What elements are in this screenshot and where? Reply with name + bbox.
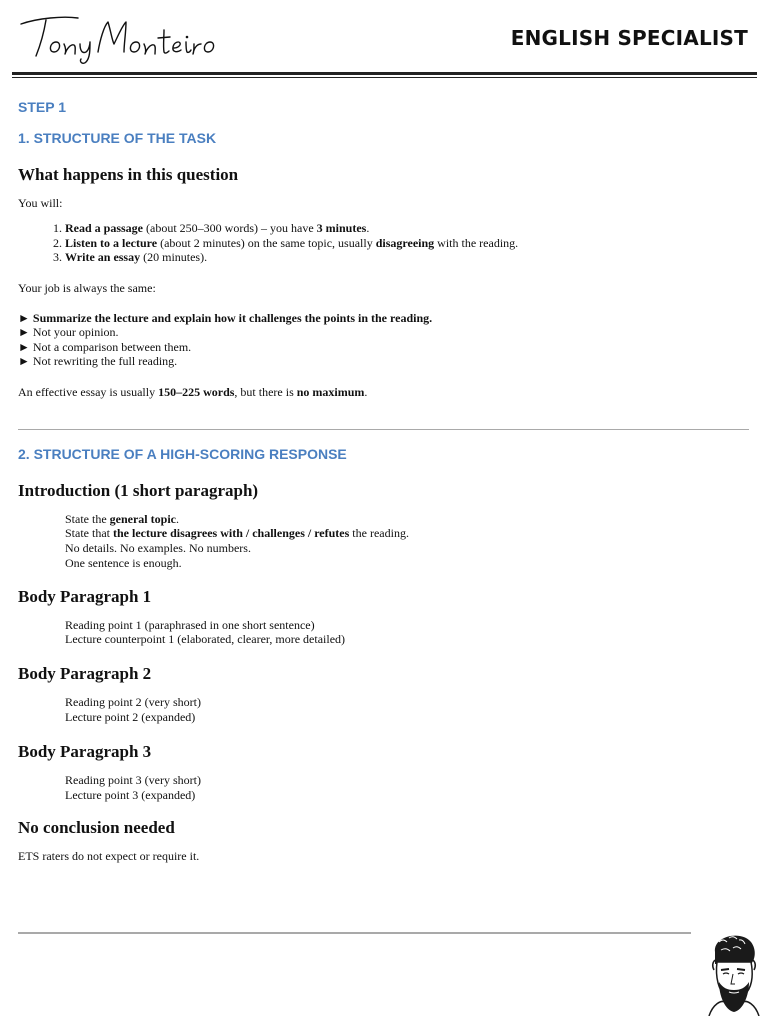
list-item: Reading point 2 (very short) [65, 695, 201, 710]
list-item: ► Not your opinion. [18, 325, 119, 339]
list-item: 1. Read a passage (about 250–300 words) – you have 3 minutes. [65, 221, 750, 236]
step-label: STEP 1 [18, 99, 66, 115]
section-2-title: 2. STRUCTURE OF A HIGH-SCORING RESPONSE [18, 445, 347, 462]
author-portrait-icon [701, 930, 761, 1016]
header-rule-thin [12, 77, 757, 78]
intro-heading: Introduction (1 short paragraph) [18, 480, 259, 500]
arrow-icon: ► [18, 310, 30, 325]
tasks-list [18, 221, 750, 265]
intro-points [18, 512, 750, 571]
essay-length-note: An effective essay is usually 150–225 words, but there is no maximum. [18, 384, 368, 399]
body-1-heading: Body Paragraph 1 [18, 586, 152, 606]
header-rule-thick [12, 72, 757, 75]
signature-logo [18, 10, 218, 65]
conclusion-heading: No conclusion needed [18, 818, 175, 838]
body-1-points [18, 618, 750, 648]
list-item: Reading point 1 (paraphrased in one short sentence) [65, 617, 315, 632]
page-header [0, 0, 768, 80]
list-item: Reading point 3 (very short) [65, 772, 201, 787]
list-item: 3. Write an essay (20 minutes). [65, 250, 750, 265]
body-2-points [18, 695, 750, 725]
list-item: No details. No examples. No numbers. [65, 541, 251, 556]
job-intro: Your job is always the same: [18, 280, 156, 295]
tasks-intro: You will: [18, 196, 63, 210]
arrow-icon: ► [18, 339, 30, 354]
brand-title: ENGLISH SPECIALIST [510, 26, 748, 50]
list-item: ► Not a comparison between them. [18, 339, 192, 354]
list-item: Lecture counterpoint 1 (elaborated, clearer, more detailed) [65, 632, 346, 647]
list-item: State that the lecture disagrees with / challenges / refutes the reading. [65, 526, 409, 541]
list-item: Lecture point 3 (expanded) [65, 787, 196, 802]
body-3-heading: Body Paragraph 3 [18, 741, 152, 761]
list-item: 2. Listen to a lecture (about 2 minutes) on the same topic, usually disagreeing with the reading. [65, 236, 750, 251]
arrow-icon: ► [18, 325, 30, 339]
list-item: Lecture point 2 (expanded) [65, 710, 196, 725]
section-1-title: 1. STRUCTURE OF THE TASK [18, 130, 217, 146]
list-item: ► Not rewriting the full reading. [18, 354, 178, 368]
list-item: State the general topic. [65, 511, 179, 526]
document-body [18, 96, 750, 864]
arrow-icon: ► [18, 354, 30, 368]
body-3-points [18, 773, 750, 803]
body-2-heading: Body Paragraph 2 [18, 664, 152, 684]
list-item: One sentence is enough. [65, 555, 182, 570]
job-list [18, 311, 750, 369]
list-item: ► Summarize the lecture and explain how it challenges the points in the reading. [18, 310, 433, 325]
conclusion-text: ETS raters do not expect or require it. [18, 849, 200, 864]
section-1-heading: What happens in this question [18, 165, 239, 184]
footer-divider [18, 932, 691, 934]
